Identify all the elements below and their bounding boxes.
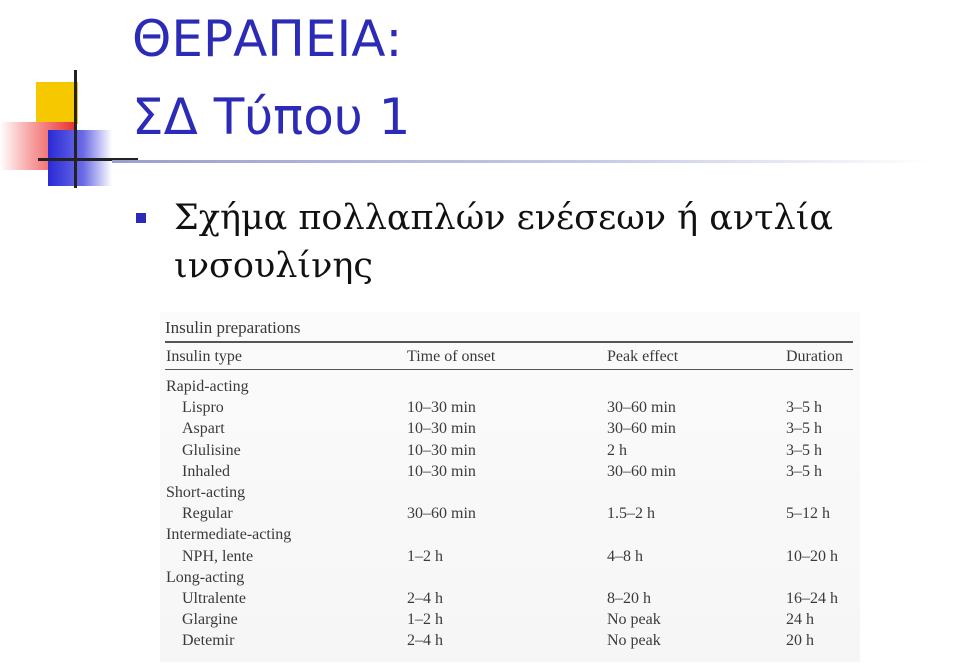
cell-peak-effect: 4–8 h [607, 547, 643, 565]
cell-time-of-onset: 10–30 min [407, 420, 476, 438]
cell-insulin-type: Short-acting [166, 484, 246, 501]
col-header-type: Insulin type [166, 348, 242, 365]
cell-insulin-type: Glulisine [182, 441, 241, 459]
table-row [160, 399, 860, 420]
title-line-2: ΣΔ Τύπου 1 [132, 88, 411, 146]
table-row [160, 548, 860, 569]
cell-time-of-onset: 2–4 h [407, 632, 443, 650]
cell-duration: 5–12 h [786, 505, 830, 523]
cell-time-of-onset: 1–2 h [407, 547, 443, 565]
col-header-duration: Duration [786, 348, 843, 365]
cell-time-of-onset: 1–2 h [407, 611, 443, 629]
table-row [160, 590, 860, 611]
cell-time-of-onset: 10–30 min [407, 441, 476, 459]
cell-duration: 16–24 h [786, 590, 838, 607]
cell-peak-effect: 2 h [607, 441, 627, 459]
cell-peak-effect: 30–60 min [607, 420, 676, 438]
cell-time-of-onset: 10–30 min [407, 399, 476, 417]
cell-time-of-onset: 2–4 h [407, 590, 443, 607]
cell-time-of-onset: 30–60 min [407, 505, 476, 523]
cell-time-of-onset: 10–30 min [407, 462, 476, 480]
cell-insulin-type: Ultralente [182, 590, 246, 607]
table-row [160, 505, 860, 526]
cell-insulin-type: Regular [182, 505, 233, 523]
cell-insulin-type: Inhaled [182, 462, 230, 480]
cell-insulin-type: Aspart [182, 420, 225, 438]
cell-duration: 3–5 h [786, 420, 822, 438]
col-header-peak: Peak effect [607, 348, 679, 365]
cell-duration: 3–5 h [786, 399, 822, 417]
cell-duration: 3–5 h [786, 441, 822, 459]
cell-insulin-type: Glargine [182, 611, 238, 629]
table-row [160, 420, 860, 441]
cell-insulin-type: Detemir [182, 632, 235, 650]
cell-insulin-type: Rapid-acting [166, 378, 249, 395]
bullet-square-icon [136, 213, 146, 223]
cell-peak-effect: 1.5–2 h [607, 505, 655, 523]
cell-peak-effect: 30–60 min [607, 399, 676, 417]
cell-peak-effect: 8–20 h [607, 590, 651, 607]
bullet-text: Σχήμα πολλαπλών ενέσεων ή αντλία ινσουλίνης [174, 198, 834, 286]
cell-insulin-type: Lispro [182, 399, 224, 417]
table-group-row [160, 569, 860, 590]
cell-insulin-type: Intermediate-acting [166, 526, 292, 544]
cell-duration: 3–5 h [786, 462, 822, 480]
table-row [160, 611, 860, 632]
decor-yellow-square [36, 82, 78, 124]
cell-insulin-type: NPH, lente [182, 547, 254, 565]
table-row [160, 632, 860, 653]
insulin-table-image [160, 312, 860, 662]
table-group-row [160, 526, 860, 547]
table-group-row [160, 484, 860, 505]
cell-duration: 24 h [786, 611, 814, 629]
table-row [160, 442, 860, 463]
col-header-onset: Time of onset [407, 348, 496, 365]
table-top-rule [165, 341, 853, 343]
decor-vertical-line [74, 70, 77, 188]
title-underline [112, 160, 932, 163]
cell-insulin-type: Long-acting [166, 568, 245, 586]
cell-peak-effect: No peak [607, 632, 661, 650]
cell-duration: 20 h [786, 632, 814, 650]
table-row [160, 463, 860, 484]
table-caption: Insulin preparations [165, 318, 301, 337]
table-group-row [160, 378, 860, 399]
table-header-rule [165, 369, 853, 370]
cell-peak-effect: 30–60 min [607, 462, 676, 480]
title-line-1: ΘΕΡΑΠΕΙΑ: [132, 10, 403, 68]
cell-peak-effect: No peak [607, 611, 661, 629]
cell-duration: 10–20 h [786, 547, 838, 565]
slide-title [132, 0, 411, 156]
